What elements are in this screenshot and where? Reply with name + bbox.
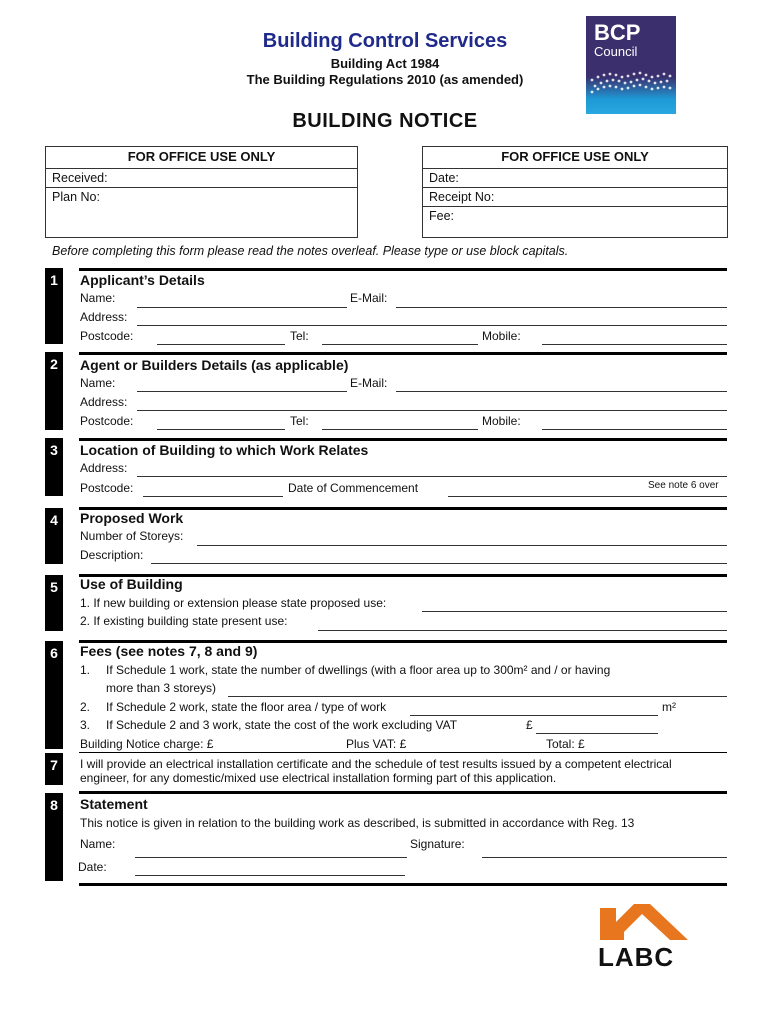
fee-item-number: 2. [80,700,91,714]
signature-field[interactable] [482,857,727,858]
applicant-mobile-field[interactable] [542,344,727,345]
cost-label: If Schedule 2 and 3 work, state the cost of the work excluding VAT [106,718,458,732]
labc-logo [598,900,690,970]
statement-name-field[interactable] [135,857,407,858]
section-title: Use of Building [80,576,183,592]
section-rule [79,352,727,355]
form-title: BUILDING NOTICE [292,110,478,132]
agent-email-field[interactable] [396,391,727,392]
applicant-tel-field[interactable] [322,344,478,345]
bcp-council-logo [586,16,676,114]
regs-subtitle: The Building Regulations 2010 (as amended) [246,72,524,87]
section-rule [79,883,727,886]
agent-mobile-field[interactable] [542,429,727,430]
postcode-label: Postcode: [80,481,134,495]
address-label: Address: [80,461,128,475]
email-label: E-Mail: [350,376,388,390]
section-title: Proposed Work [80,510,184,526]
present-use-field[interactable] [318,630,727,631]
section-rule [79,791,727,794]
section-number: 3 [45,438,63,496]
dwellings-field[interactable] [228,696,727,697]
tel-label: Tel: [290,329,309,343]
statement-text: This notice is given in relation to the building work as described, is submitted in accordance with Reg. 13 [80,816,635,830]
name-label: Name: [80,376,116,390]
commencement-label: Date of Commencement [288,481,419,495]
bcp-logo-text: BCP [594,20,641,45]
agent-tel-field[interactable] [322,429,478,430]
section-number: 8 [45,793,63,881]
location-address-field[interactable] [137,476,727,477]
labc-roof-icon [598,900,690,942]
section-number: 6 [45,641,63,749]
section-number: 2 [45,352,63,430]
office-use-box-right [422,146,728,238]
location-postcode-field[interactable] [143,496,283,497]
statement-date-field[interactable] [135,875,405,876]
mobile-label: Mobile: [482,329,521,343]
postcode-label: Postcode: [80,329,134,343]
applicant-email-field[interactable] [396,307,727,308]
act-subtitle: Building Act 1984 [330,56,440,71]
section-title: Location of Building to which Work Relates [80,442,369,458]
office-use-heading: FOR OFFICE USE ONLY [46,147,357,169]
received-field[interactable]: Received: [46,169,357,188]
description-field[interactable] [151,563,727,564]
plan-no-field[interactable]: Plan No: [52,190,100,204]
dwellings-label-cont: more than 3 storeys) [106,681,217,695]
labc-logo-text: LABC [598,942,675,972]
see-note-text: See note 6 over [648,480,719,491]
applicant-postcode-field[interactable] [157,344,285,345]
section-number: 4 [45,508,63,564]
page-title: Building Control Services [262,30,508,52]
vat-label: Plus VAT: £ [346,737,407,751]
section-title: Statement [80,796,148,812]
pound-sign: £ [526,718,533,732]
fee-item-number: 3. [80,718,91,732]
description-label: Description: [80,548,144,562]
section-rule [79,752,727,753]
section-number: 5 [45,575,63,631]
email-label: E-Mail: [350,291,388,305]
mobile-label: Mobile: [482,414,521,428]
dots-pattern-icon [586,68,676,114]
floor-area-label: If Schedule 2 work, state the floor area / type of work [106,700,387,714]
agent-address-field[interactable] [137,410,727,411]
instructions-note: Before completing this form please read the notes overleaf. Please type or use block capitals. [52,244,569,258]
commencement-date-field[interactable] [448,496,727,497]
section-rule [79,438,727,441]
fee-field[interactable]: Fee: [429,209,455,223]
signature-label: Signature: [410,837,465,851]
date-field[interactable]: Date: [423,169,727,188]
address-label: Address: [80,395,128,409]
fee-item-number: 1. [80,663,91,677]
address-label: Address: [80,310,128,324]
council-logo-text: Council [594,44,638,59]
proposed-use-field[interactable] [422,611,727,612]
office-use-box-left [45,146,358,238]
section-title: Agent or Builders Details (as applicable) [80,357,349,373]
tel-label: Tel: [290,414,309,428]
applicant-address-field[interactable] [137,325,727,326]
m2-unit: m² [662,700,676,714]
storeys-label: Number of Storeys: [80,529,184,543]
section-title: Fees (see notes 7, 8 and 9) [80,643,258,659]
receipt-no-field[interactable]: Receipt No: [423,188,727,207]
electrical-statement-cont: engineer, for any domestic/mixed use electrical installation forming part of this application. [80,771,557,785]
name-label: Name: [80,837,116,851]
date-label: Date: [78,860,107,874]
electrical-statement: I will provide an electrical installation certificate and the schedule of test results issued by a competent electrical [80,757,672,771]
section-title: Applicant’s Details [80,272,205,288]
total-label: Total: £ [546,737,585,751]
proposed-use-label: 1. If new building or extension please state proposed use: [80,596,387,610]
charge-label: Building Notice charge: £ [80,737,214,751]
dwellings-label: If Schedule 1 work, state the number of dwellings (with a floor area up to 300m² and / or having [106,663,611,677]
section-number: 1 [45,268,63,344]
postcode-label: Postcode: [80,414,134,428]
agent-postcode-field[interactable] [157,429,285,430]
floor-area-field[interactable] [410,715,658,716]
section-rule [79,268,727,271]
section-number: 7 [45,753,63,785]
name-label: Name: [80,291,116,305]
cost-field[interactable] [536,733,658,734]
applicant-name-field[interactable] [137,307,347,308]
storeys-field[interactable] [197,545,727,546]
present-use-label: 2. If existing building state present use: [80,614,288,628]
agent-name-field[interactable] [137,391,347,392]
office-use-heading: FOR OFFICE USE ONLY [423,147,727,169]
